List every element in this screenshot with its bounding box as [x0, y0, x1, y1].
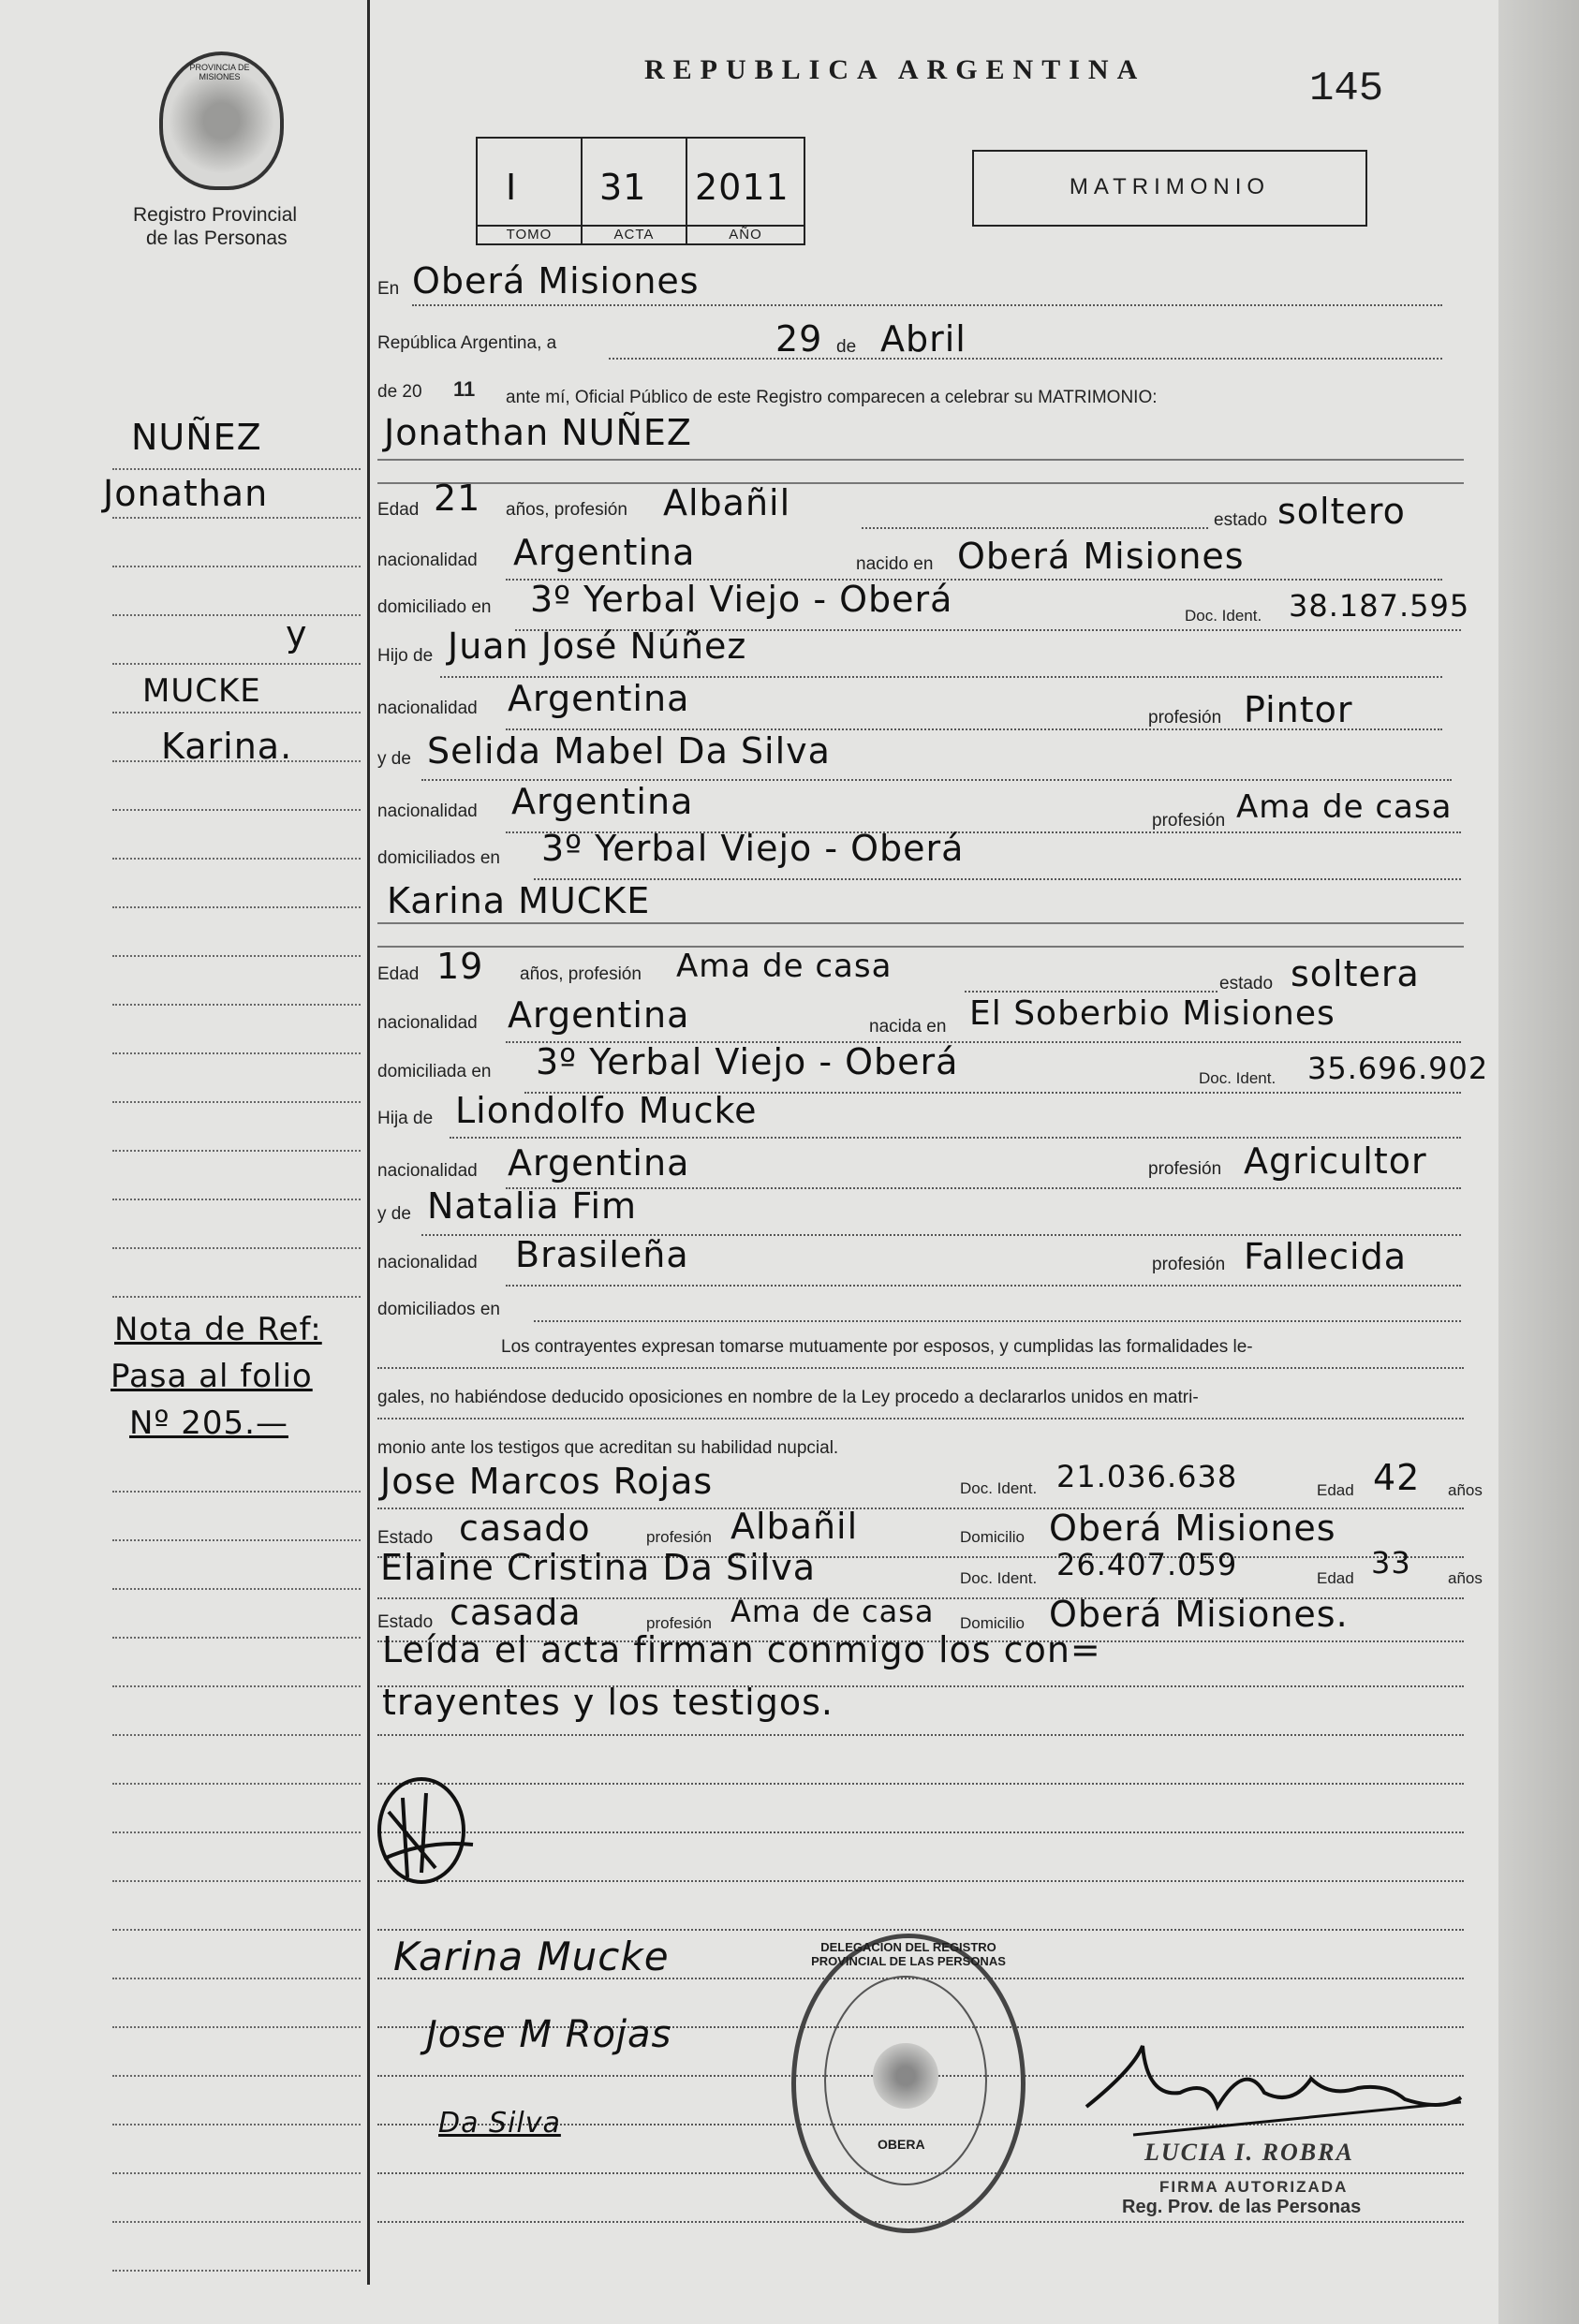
groom-nationality: Argentina	[513, 532, 696, 573]
registry-stamp	[791, 1934, 1026, 2233]
groom-mother-label: y de	[377, 749, 411, 769]
country-title: REPUBLICA ARGENTINA	[644, 54, 1146, 85]
witness1-anos-label: años	[1448, 1481, 1483, 1499]
groom-estado-label: estado	[1214, 510, 1268, 530]
official-signature	[1077, 2041, 1470, 2144]
official-title: FIRMA AUTORIZADA	[1159, 2178, 1349, 2196]
act-type-box	[972, 150, 1367, 227]
groom-mother-profession: Ama de casa	[1236, 788, 1453, 826]
groom-mother-nat-label: nacionalidad	[377, 802, 478, 821]
groom-birthplace: Oberá Misiones	[957, 536, 1245, 577]
bride-father-label: Hija de	[377, 1109, 434, 1128]
tomo-acta-anio-box	[476, 137, 805, 245]
margin-groom-surname: NUÑEZ	[131, 417, 262, 458]
witness2-name: Elaine Cristina Da Silva	[380, 1547, 817, 1588]
witness2-doc: 26.407.059	[1056, 1547, 1238, 1582]
witness2-domicile: Oberá Misiones.	[1049, 1594, 1349, 1635]
bride-father-profession: Agricultor	[1244, 1140, 1427, 1182]
groom-age: 21	[434, 478, 481, 519]
bride-mother: Natalia Fim	[427, 1185, 638, 1227]
witness1-dom-label: Domicilio	[960, 1528, 1025, 1546]
bride-estado-label: estado	[1219, 974, 1274, 993]
witness1-estado-label: Estado	[377, 1528, 434, 1548]
intro-day: 29	[775, 318, 823, 360]
bride-mother-profession: Fallecida	[1244, 1236, 1408, 1277]
declaration-line1: Los contrayentes expresan tomarse mutuamente por esposos, y cumplidas las formalidades le-	[501, 1337, 1253, 1357]
margin-note-line2: Pasa al folio	[111, 1358, 313, 1395]
bride-father: Liondolfo Mucke	[455, 1090, 758, 1131]
closing-line2: trayentes y los testigos.	[382, 1682, 834, 1723]
stamp-emblem-icon	[873, 2043, 938, 2109]
groom-parents-address: 3º Yerbal Viejo - Oberá	[541, 828, 965, 869]
declaration-line3: monio ante los testigos que acreditan su habilidad nupcial.	[377, 1438, 839, 1458]
groom-nat-label: nacionalidad	[377, 551, 478, 570]
groom-father-prof-label: profesión	[1148, 708, 1222, 728]
witness2-prof-label: profesión	[646, 1614, 712, 1632]
margin-bride-surname: MUCKE	[142, 672, 261, 710]
bride-address: 3º Yerbal Viejo - Oberá	[536, 1041, 959, 1082]
bride-nat-label: nacionalidad	[377, 1013, 478, 1033]
bride-edad-label: Edad	[377, 964, 420, 984]
declaration-line2: gales, no habiéndose deducido oposiciones en nombre de la Ley procedo a declararlos unidos en matri-	[377, 1388, 1199, 1407]
bride-age: 19	[436, 946, 484, 987]
bride-father-nat-label: nacionalidad	[377, 1161, 478, 1181]
witness2-age: 33	[1371, 1545, 1411, 1581]
bride-dom-label: domiciliada en	[377, 1062, 492, 1081]
bride-profession: Ama de casa	[676, 948, 893, 985]
stamp-text: DELEGACION DEL REGISTRO PROVINCIAL DE LAS PERSONAS	[811, 1940, 1006, 1968]
margin-groom-name: Jonathan	[103, 473, 269, 514]
tomo-value: I	[506, 167, 518, 208]
intro-month: Abril	[880, 318, 967, 360]
margin-connector: y	[286, 613, 308, 655]
witness1-estado: casado	[459, 1508, 591, 1549]
groom-father-nat-label: nacionalidad	[377, 699, 478, 718]
registry-name-line2: de las Personas	[146, 228, 288, 249]
official-org: Reg. Prov. de las Personas	[1122, 2197, 1362, 2217]
bride-parents-dom-label: domiciliados en	[377, 1300, 500, 1319]
bride-full-name: Karina MUCKE	[387, 880, 651, 921]
bride-father-prof-label: profesión	[1148, 1159, 1222, 1179]
column-divider	[367, 0, 370, 2285]
witness2-estado: casada	[450, 1592, 582, 1633]
official-name: LUCIA I. ROBRA	[1144, 2139, 1354, 2166]
groom-parents-dom-label: domiciliados en	[377, 848, 500, 868]
bride-anos-label: años, profesión	[520, 964, 642, 984]
anio-value: 2011	[695, 167, 790, 208]
provincial-seal-icon	[159, 51, 284, 190]
bride-birthplace: El Soberbio Misiones	[969, 994, 1336, 1033]
groom-father-nationality: Argentina	[508, 678, 690, 719]
tomo-cell	[478, 139, 583, 243]
bride-doc: 35.696.902	[1307, 1051, 1489, 1086]
margin-note-line1: Nota de Ref:	[114, 1311, 322, 1348]
acta-label: ACTA	[583, 225, 686, 243]
groom-mother-nationality: Argentina	[511, 781, 694, 822]
groom-nacido-label: nacido en	[856, 554, 934, 574]
witness1-doc-label: Doc. Ident.	[960, 1479, 1038, 1497]
groom-edad-label: Edad	[377, 500, 420, 520]
anio-label: AÑO	[687, 225, 804, 243]
official-scribble-signature	[370, 1774, 478, 1896]
de-label: de	[836, 337, 857, 357]
groom-father-profession: Pintor	[1244, 689, 1353, 730]
groom-mother-prof-label: profesión	[1152, 811, 1226, 831]
bride-mother-nat-label: nacionalidad	[377, 1253, 478, 1272]
bride-nationality: Argentina	[508, 994, 690, 1036]
signature-bride: Karina Mucke	[393, 1934, 670, 1979]
witness2-profession: Ama de casa	[730, 1594, 935, 1629]
groom-father: Juan José Núñez	[448, 625, 747, 667]
groom-full-name: Jonathan NUÑEZ	[384, 412, 692, 453]
groom-profession: Albañil	[663, 482, 791, 523]
groom-doc: 38.187.595	[1289, 588, 1470, 624]
witness1-profession: Albañil	[730, 1506, 859, 1547]
page-edge-shadow	[1498, 0, 1579, 2324]
stamp-city: OBERA	[878, 2137, 925, 2152]
groom-dom-label: domiciliado en	[377, 597, 492, 617]
groom-estado: soltero	[1277, 491, 1406, 532]
bride-nacida-label: nacida en	[869, 1017, 947, 1037]
witness2-dom-label: Domicilio	[960, 1614, 1025, 1632]
witness1-edad-label: Edad	[1317, 1481, 1354, 1499]
margin-note-line3: Nº 205.—	[129, 1405, 288, 1442]
appear-text: ante mí, Oficial Público de este Registro comparecen a celebrar su MATRIMONIO:	[506, 388, 1158, 407]
bride-mother-nationality: Brasileña	[515, 1234, 689, 1275]
intro-place: Oberá Misiones	[412, 260, 700, 302]
witness2-doc-label: Doc. Ident.	[960, 1569, 1038, 1587]
year-suffix: 11	[453, 377, 476, 401]
witness2-estado-label: Estado	[377, 1612, 434, 1632]
republica-label: República Argentina, a	[377, 333, 557, 353]
groom-address: 3º Yerbal Viejo - Oberá	[530, 579, 953, 620]
groom-mother: Selida Mabel Da Silva	[427, 730, 831, 772]
witness2-anos-label: años	[1448, 1569, 1483, 1587]
witness1-prof-label: profesión	[646, 1528, 712, 1546]
acta-cell	[583, 139, 687, 243]
page-number: 145	[1309, 66, 1384, 112]
stamp-inner-ring	[824, 1976, 987, 2185]
witness1-age: 42	[1373, 1457, 1421, 1498]
bride-father-nationality: Argentina	[508, 1142, 690, 1184]
act-type: MATRIMONIO	[1069, 174, 1271, 199]
year-prefix: de 20	[377, 382, 422, 402]
bride-mother-label: y de	[377, 1204, 411, 1224]
witness1-doc: 21.036.638	[1056, 1459, 1238, 1494]
groom-father-label: Hijo de	[377, 646, 434, 666]
witness2-edad-label: Edad	[1317, 1569, 1354, 1587]
acta-value: 31	[599, 167, 647, 208]
signature-witness1: Jose M Rojas	[426, 2013, 672, 2056]
witness1-domicile: Oberá Misiones	[1049, 1508, 1336, 1549]
closing-line1: Leída el acta firman conmigo los con=	[382, 1629, 1101, 1670]
groom-anos-label: años, profesión	[506, 500, 627, 520]
signature-witness2: Da Silva	[438, 2107, 561, 2140]
bride-mother-prof-label: profesión	[1152, 1255, 1226, 1274]
witness1-name: Jose Marcos Rojas	[380, 1461, 714, 1502]
margin-bride-name: Karina.	[161, 726, 293, 767]
bride-estado: soltera	[1291, 953, 1420, 994]
groom-doc-label: Doc. Ident.	[1185, 607, 1262, 625]
en-label: En	[377, 279, 400, 299]
seal-text: PROVINCIA DE MISIONES	[189, 63, 250, 81]
registry-name-line1: Registro Provincial	[133, 204, 298, 226]
bride-doc-label: Doc. Ident.	[1199, 1069, 1276, 1087]
tomo-label: TOMO	[478, 225, 581, 243]
anio-cell	[687, 139, 804, 243]
